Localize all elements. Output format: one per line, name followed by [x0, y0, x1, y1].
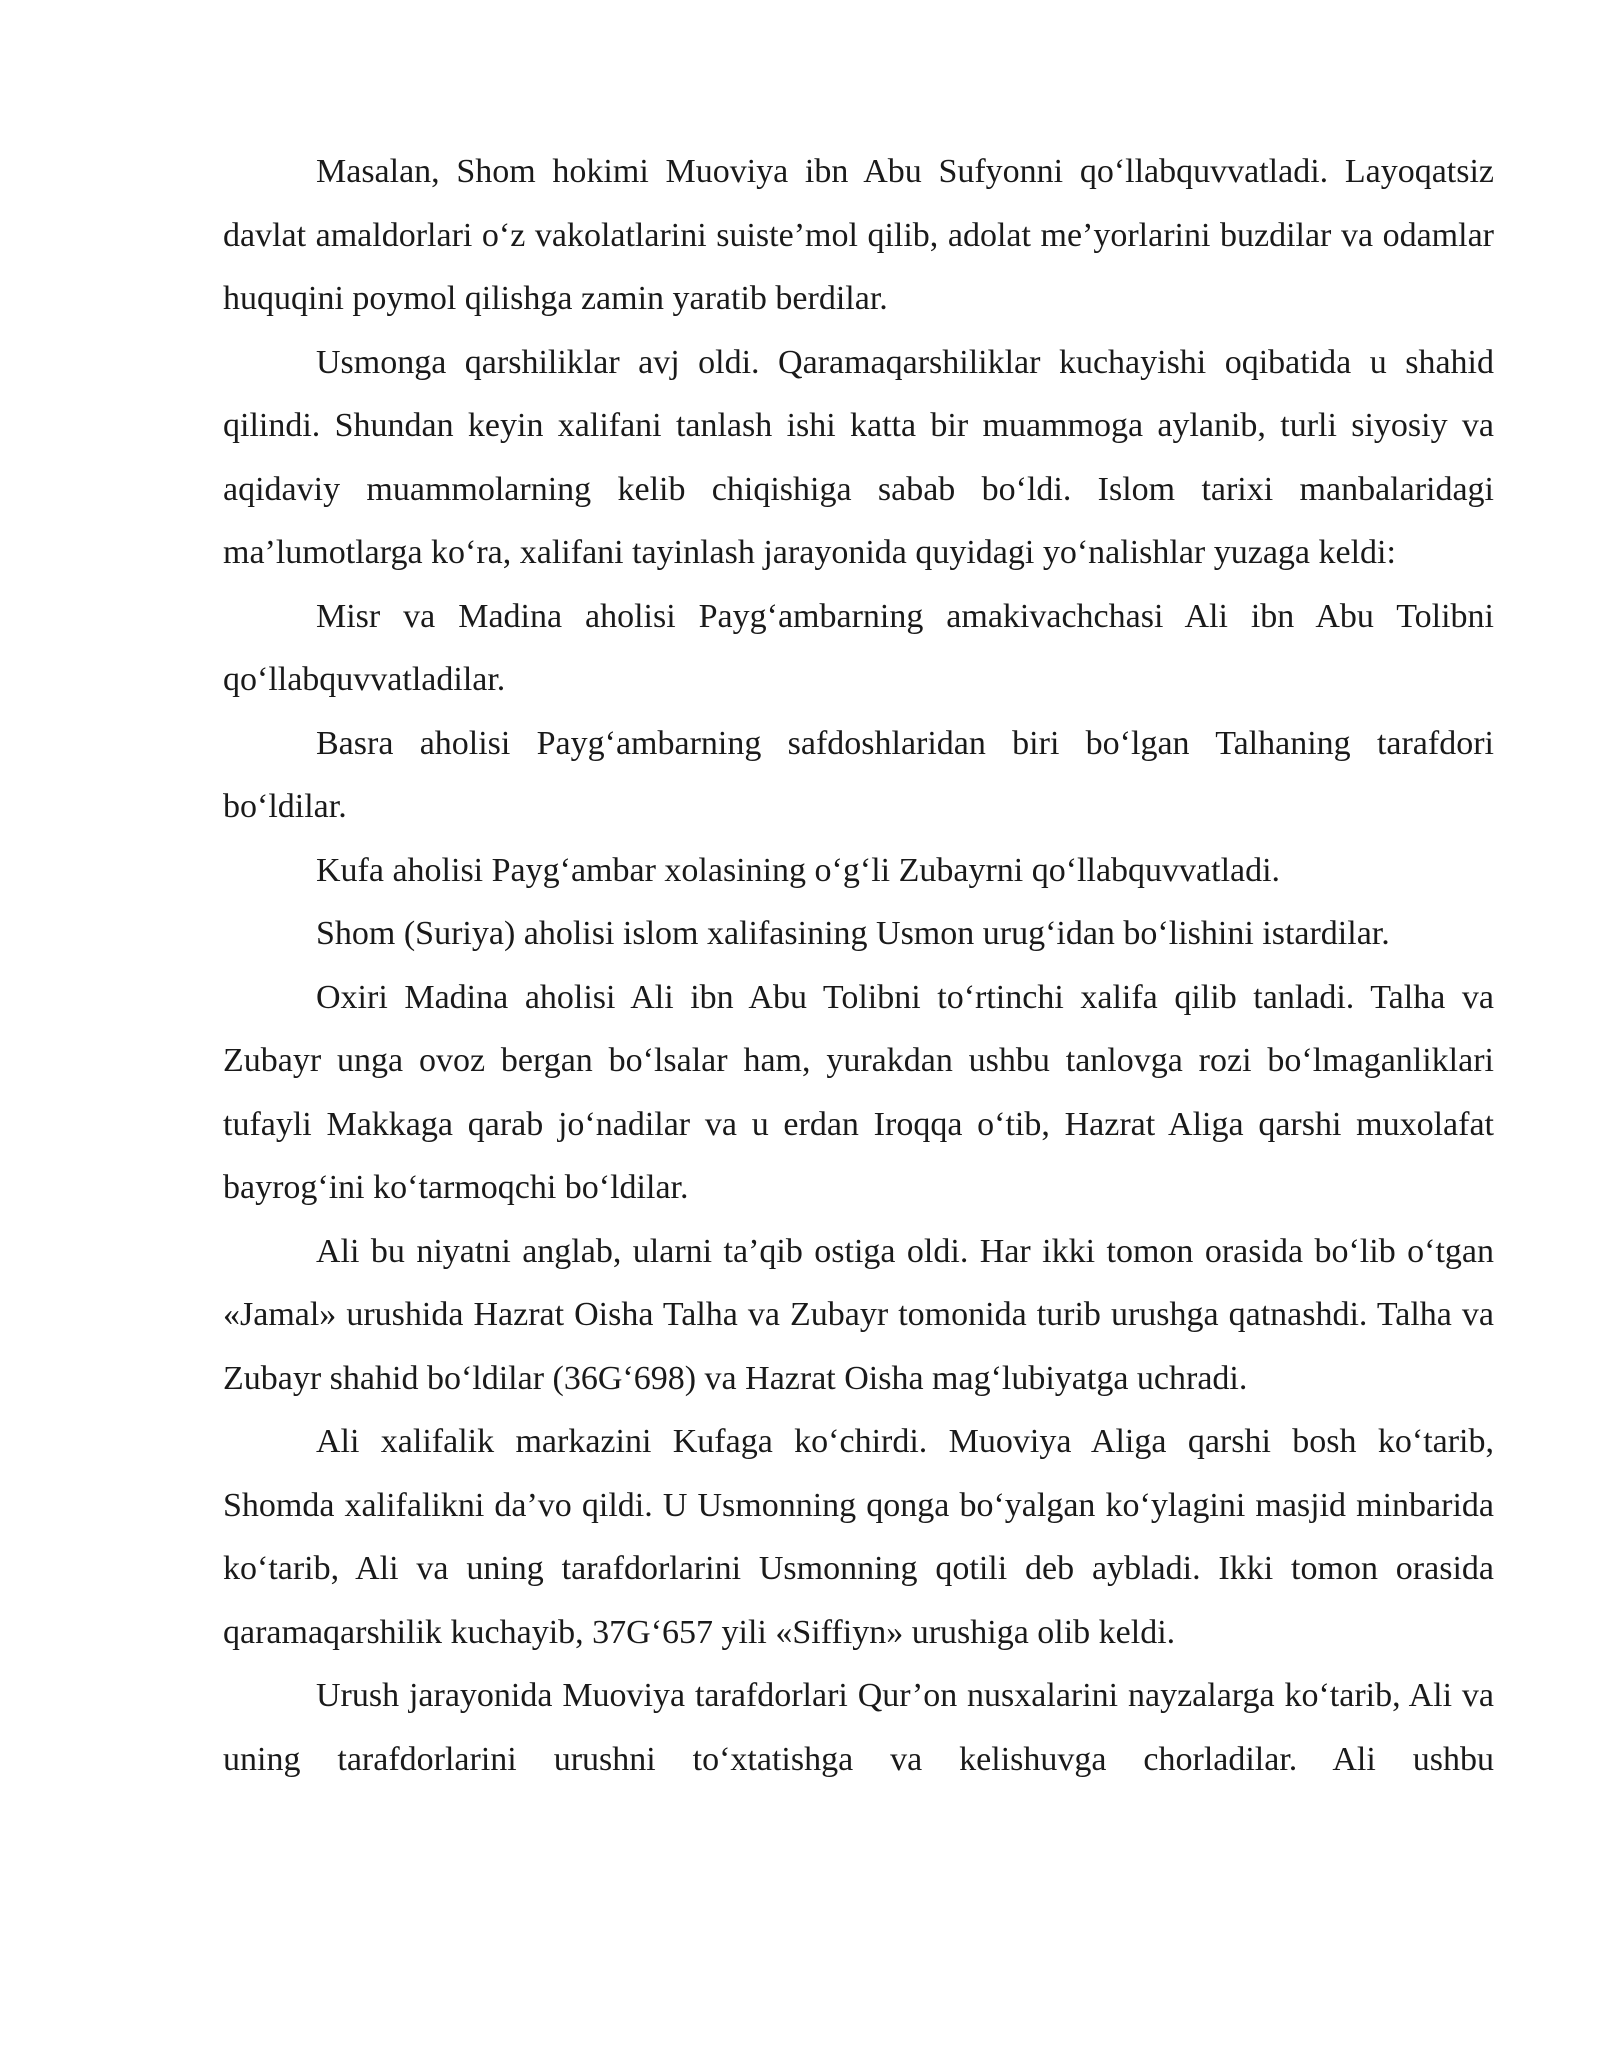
- paragraph: Basra aholisi Payg‘ambarning safdoshlaridan biri bo‘lgan Talhaning tarafdori bo‘ldilar.: [223, 724, 1494, 825]
- paragraph: Kufa aholisi Payg‘ambar xolasining o‘g‘li Zubayrni qo‘llabquvvatladi.: [316, 851, 1281, 889]
- paragraph: Oxiri Madina aholisi Ali ibn Abu Tolibni to‘rtinchi xalifa qilib tanladi. Talha va Zubayr unga ovoz bergan bo‘lsalar ham, yurakdan ushbu tanlovga rozi bo‘lmaganliklari tufayli Makkaga qarab jo‘nadilar va u erdan Iroqqa o‘tib, Hazrat Aliga qarshi muxolafat bayrog‘ini ko‘tarmoqchi bo‘ldilar.: [223, 978, 1494, 1206]
- paragraph: Misr va Madina aholisi Payg‘ambarning amakivachchasi Ali ibn Abu Tolibni qo‘llabquvvatladilar.: [223, 597, 1494, 698]
- paragraph: Ali bu niyatni anglab, ularni ta’qib ostiga oldi. Har ikki tomon orasida bo‘lib o‘tgan «Jamal» urushida Hazrat Oisha Talha va Zubayr tomonida turib urushga qatnashdi. Talha va Zubayr shahid bo‘ldilar (36G‘698) va Hazrat Oisha mag‘lubiyatga uchradi.: [223, 1232, 1494, 1397]
- document-page: [223, 140, 1494, 1791]
- paragraph: Ali xalifalik markazini Kufaga ko‘chirdi. Muoviya Aliga qarshi bosh ko‘tarib, Shomda xalifalikni da’vo qildi. U Usmonning qonga bo‘yalgan ko‘ylagini masjid minbarida ko‘tarib, Ali va uning tarafdorlarini Usmonning qotili deb aybladi. Ikki tomon orasida qaramaqarshilik kuchayib, 37G‘657 yili «Siffiyn» urushiga olib keldi.: [223, 1423, 1494, 1651]
- paragraph: Usmonga qarshiliklar avj oldi. Qaramaqarshiliklar kuchayishi oqibatida u shahid qilindi. Shundan keyin xalifani tanlash ishi katta bir muammoga aylanib, turli siyosiy va aqidaviy muammolarning kelib chiqishiga sabab bo‘ldi. Islom tarixi manbalaridagi ma’lumotlarga ko‘ra, xalifani tayinlash jarayonida quyidagi yo‘nalishlar yuzaga keldi:: [223, 343, 1494, 571]
- paragraph: Shom (Suriya) aholisi islom xalifasining Usmon urug‘idan bo‘lishini istardilar.: [316, 915, 1390, 952]
- paragraph: Urush jarayonida Muoviya tarafdorlari Qur’on nusxalarini nayzalarga ko‘tarib, Ali va uning tarafdorlarini urushni to‘xtatishga va kelishuvga chorladilar. Ali ushbu: [223, 1677, 1494, 1778]
- paragraph: Masalan, Shom hokimi Muoviya ibn Abu Sufyonni qo‘llabquvvatladi. Layoqatsiz davlat amaldorlari o‘z vakolatlarini suiste’mol qilib, adolat me’yorlarini buzdilar va odamlar huquqini poymol qilishga zamin yaratib berdilar.: [223, 153, 1494, 317]
